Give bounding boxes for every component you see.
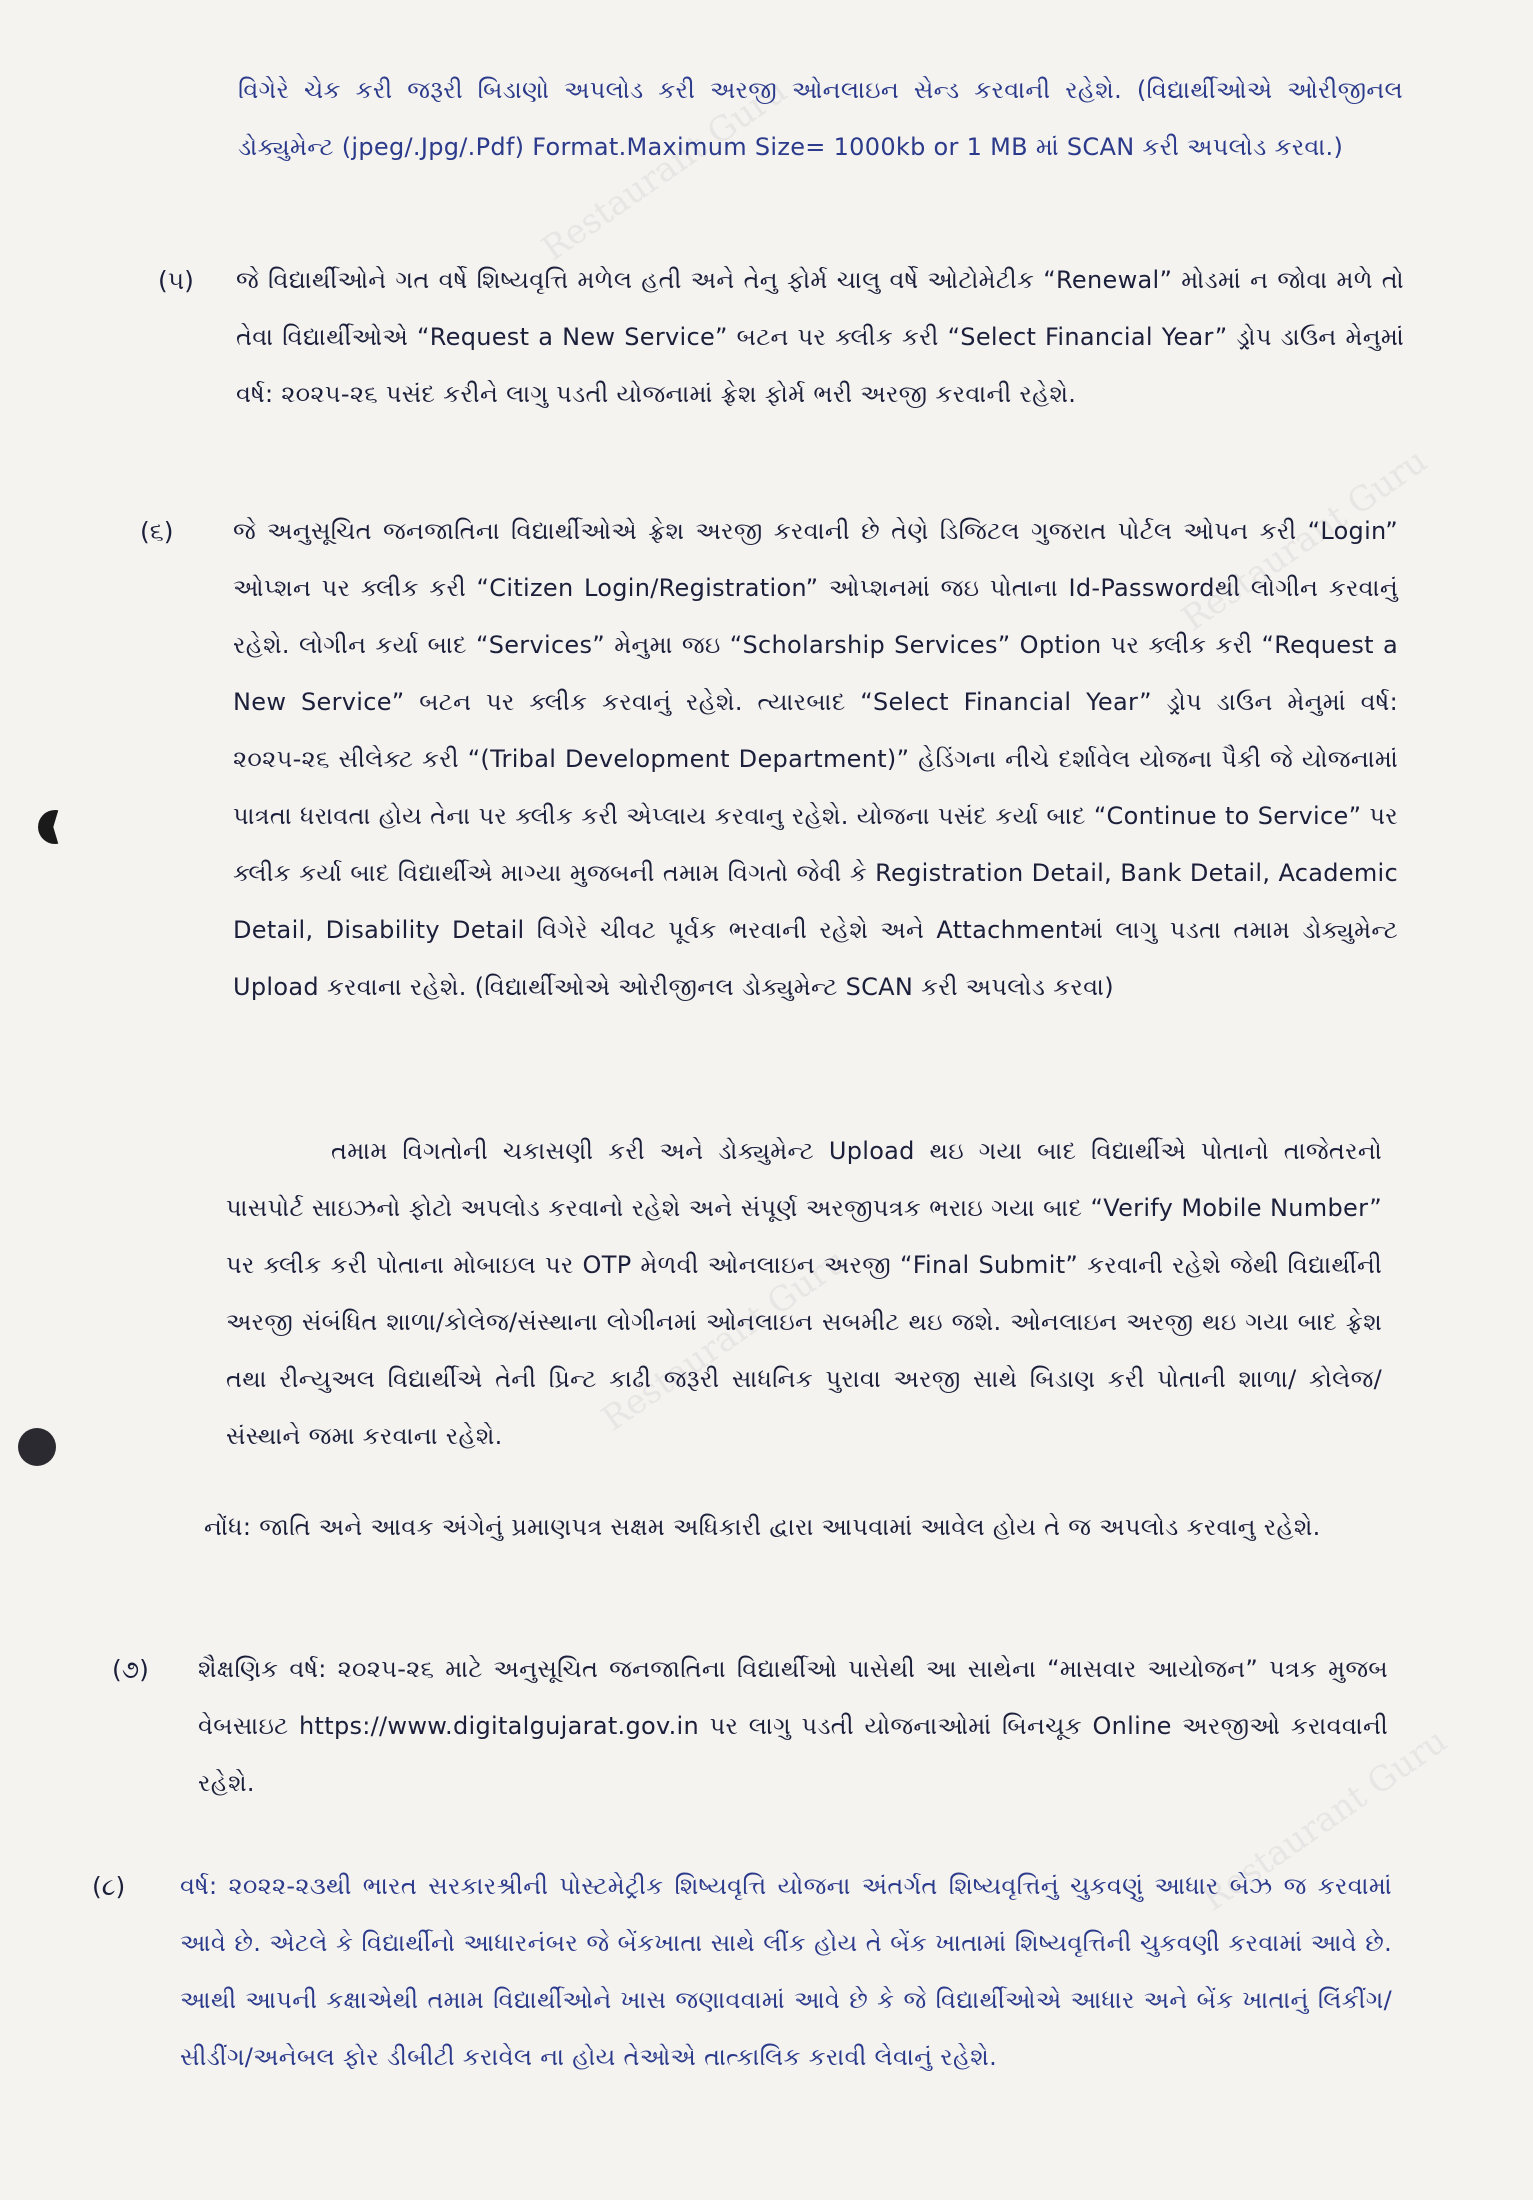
item-text-6: જે અનુસૂચિત જનજાતિના વિદ્યાર્થીઓએ ફ્રેશ અરજી કરવાની છે તેણે ડિજિટલ ગુજરાત પોર્ટલ ઓપન કરી “Login” ઓપ્શન પર ક્લીક કરી “Citizen Login/Registration” ઓપ્શનમાં જઇ પોતાના Id-Passwordથી લોગીન કરવાનું રહેશે. લોગીન કર્યા બાદ “Services” મેનુમા જઇ “Scholarship Services” Option પર ક્લીક કરી “Request a New Service” બટન પર ક્લીક કરવાનું રહેશે. ત્યારબાદ “Select Financial Year” ડ્રોપ ડાઉન મેનુમાં વર્ષ: ૨૦૨૫-૨૬ સીલેક્ટ કરી “(Tribal Development Department)” હેડિંગના નીચે દર્શાવેલ યોજના પૈકી જે યોજનામાં પાત્રતા ધરાવતા હોય તેના પર ક્લીક કરી એપ્લાય કરવાનુ રહેશે. યોજના પસંદ કર્યા બાદ “Continue to Service” પર ક્લીક કર્યા બાદ વિદ્યાર્થીએ માગ્યા મુજબની તમામ વિગતો જેવી કે Registration Detail, Bank Detail, Academic Detail, Disability Detail વિગેરે ચીવટ પૂર્વક ભરવાની રહેશે અને Attachmentમાં લાગુ પડતા તમામ ડોક્યુમેન્ટ Upload કરવાના રહેશે. (વિદ્યાર્થીઓએ ઓરીજીનલ ડોક્યુમેન્ટ SCAN કરી અપલોડ કરવા) <box>233 517 1398 1001</box>
item-number-8: (૮) <box>92 1872 126 1901</box>
item-text-7: શૈક્ષણિક વર્ષ: ૨૦૨૫-૨૬ માટે અનુસૂચિત જનજાતિના વિદ્યાર્થીઓ પાસેથી આ સાથેના “માસવાર આયોજન” પત્રક મુજબ વેબસાઇટ https://www.digitalgujarat.gov.in પર લાગુ પડતી યોજનાઓમાં બિનચૂક Online અરજીઓ કરાવવાની રહેશે. <box>198 1655 1388 1797</box>
item-number-5: (૫) <box>158 266 194 295</box>
punch-hole-top <box>38 810 72 844</box>
watermark-4: Restaurant Guru <box>1194 1720 1455 1920</box>
watermark-2: Restaurant Guru <box>1174 440 1435 640</box>
paragraph-note: નોંધ: જાતિ અને આવક અંગેનું પ્રમાણપત્ર સક્ષમ અધિકારી દ્વારા આપવામાં આવેલ હોય તે જ અપલોડ કરવાનુ રહેશે. <box>204 1513 1321 1541</box>
punch-hole-bottom <box>18 1428 56 1466</box>
watermark-1: Restaurant Guru <box>534 70 795 270</box>
item-number-7: (૭) <box>112 1655 149 1684</box>
item-text-8: વર્ષ: ૨૦૨૨-૨૩થી ભારત સરકારશ્રીની પોસ્ટમેટ્રીક શિષ્યવૃત્તિ યોજના અંતર્ગત શિષ્યવૃત્તિનું ચુકવણું આધાર બેઝ જ કરવામાં આવે છે. એટલે કે વિદ્યાર્થીનો આધારનંબર જે બેંકખાતા સાથે લીંક હોય તે બેંક ખાતામાં શિષ્યવૃત્તિની ચુકવણી કરવામાં આવે છે. આથી આપની કક્ષાએથી તમામ વિદ્યાર્થીઓને ખાસ જણાવવામાં આવે છે કે જે વિદ્યાર્થીઓએ આધાર અને બેંક ખાતાનું લિંકીંગ/સીડીંગ/અનેબલ ફોર ડીબીટી કરાવેલ ના હોય તેઓએ તાત્કાલિક કરાવી લેવાનું રહેશે. <box>180 1872 1392 2071</box>
item-text-5: જે વિદ્યાર્થીઓને ગત વર્ષે શિષ્યવૃત્તિ મળેલ હતી અને તેનુ ફોર્મ ચાલુ વર્ષે ઓટોમેટીક “Renewal” મોડમાં ન જોવા મળે તો તેવા વિદ્યાર્થીઓએ “Request a New Service” બટન પર ક્લીક કરી “Select Financial Year” ડ્રોપ ડાઉન મેનુમાં વર્ષ: ૨૦૨૫-૨૬ પસંદ કરીને લાગુ પડતી યોજનામાં ફ્રેશ ફોર્મ ભરી અરજી કરવાની રહેશે. <box>236 266 1404 408</box>
paragraph-final-submit: તમામ વિગતોની ચકાસણી કરી અને ડોક્યુમેન્ટ Upload થઇ ગયા બાદ વિદ્યાર્થીએ પોતાનો તાજેતરનો પાસપોર્ટ સાઇઝનો ફોટો અપલોડ કરવાનો રહેશે અને સંપૂર્ણ અરજીપત્રક ભરાઇ ગયા બાદ “Verify Mobile Number” પર ક્લીક કરી પોતાના મોબાઇલ પર OTP મેળવી ઓનલાઇન અરજી “Final Submit” કરવાની રહેશે જેથી વિદ્યાર્થીની અરજી સંબંધિત શાળા/કોલેજ/સંસ્થાના લોગીનમાં ઓનલાઇન સબમીટ થઇ જશે. ઓનલાઇન અરજી થઇ ગયા બાદ ફ્રેશ તથા રીન્યુઅલ વિદ્યાર્થીએ તેની પ્રિન્ટ કાઢી જરૂરી સાધનિક પુરાવા અરજી સાથે બિડાણ કરી પોતાની શાળા/ કોલેજ/ સંસ્થાને જમા કરવાના રહેશે. <box>226 1137 1382 1450</box>
watermark-3: Restaurant Guru <box>594 1240 855 1440</box>
paragraph-intro: વિગેરે ચેક કરી જરૂરી બિડાણો અપલોડ કરી અરજી ઓનલાઇન સેન્ડ કરવાની રહેશે. (વિદ્યાર્થીઓએ ઓરીજીનલ ડોક્યુમેન્ટ (jpeg/.Jpg/.Pdf) Format.Maximum Size= 1000kb or 1 MB માં SCAN કરી અપલોડ કરવા.) <box>238 76 1403 161</box>
item-number-6: (૬) <box>140 517 174 546</box>
